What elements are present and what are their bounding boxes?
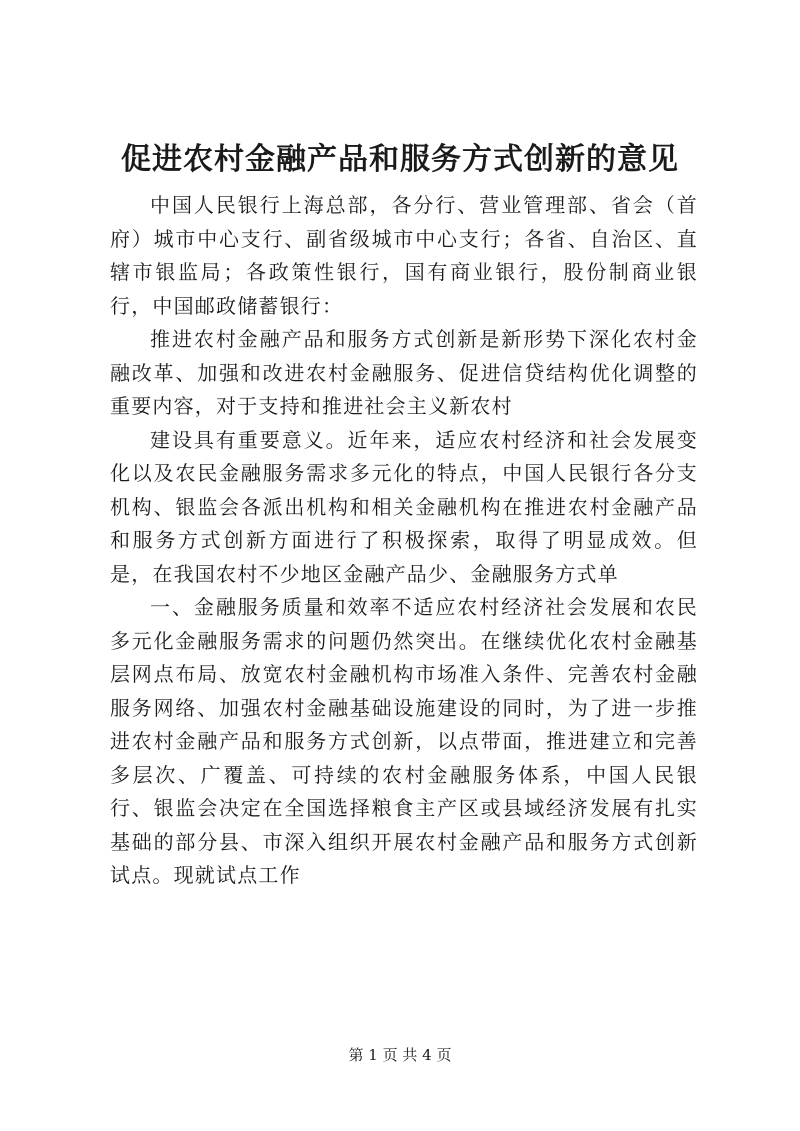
document-title: 促进农村金融产品和服务方式创新的意见	[121, 142, 679, 177]
document-body	[110, 189, 698, 893]
paragraph-background: 建设具有重要意义。近年来，适应农村经济和社会发展变化以及农民金融服务需求多元化的特点，中国人民银行各分支机构、银监会各派出机构和相关金融机构在推进农村金融产品和服务方式创新方面进行了积极探索，取得了明显成效。但是，在我国农村不少地区金融产品少、金融服务方式单	[110, 427, 698, 586]
paragraph-intro: 推进农村金融产品和服务方式创新是新形势下深化农村金融改革、加强和改进农村金融服务、促进信贷结构优化调整的重要内容，对于支持和推进社会主义新农村	[110, 327, 698, 418]
paragraph-addressee: 中国人民银行上海总部，各分行、营业管理部、省会（首府）城市中心支行、副省级城市中心支行；各省、自治区、直辖市银监局；各政策性银行，国有商业银行，股份制商业银行，中国邮政储蓄银行：	[110, 193, 698, 318]
paragraph-section-one: 一、金融服务质量和效率不适应农村经济社会发展和农民多元化金融服务需求的问题仍然突出。在继续优化农村金融基层网点布局、放宽农村金融机构市场准入条件、完善农村金融服务网络、加强农村金融基础设施建设的同时，为了进一步推进农村金融产品和服务方式创新，以点带面，推进建立和完善多层次、广覆盖、可持续的农村金融服务体系，中国人民银行、银监会决定在全国选择粮食主产区或县域经济发展有扎实基础的部分县、市深入组织开展农村金融产品和服务方式创新试点。现就试点工作	[110, 595, 698, 887]
page-footer: 第 1 页 共 4 页	[348, 1046, 452, 1064]
